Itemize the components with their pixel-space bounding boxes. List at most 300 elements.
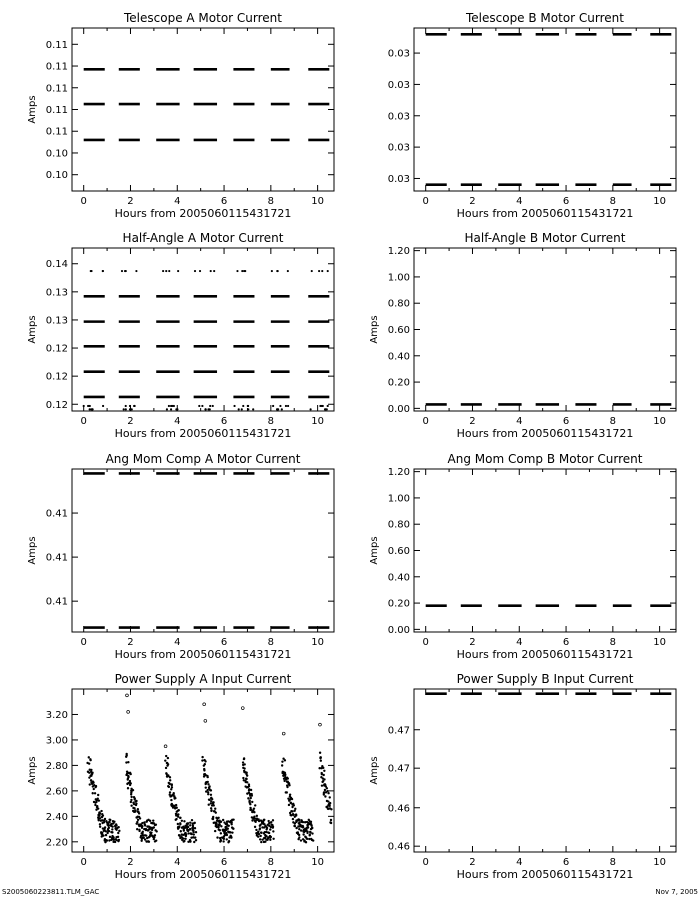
plot-frame — [72, 469, 334, 632]
data-point — [190, 833, 192, 835]
data-point — [181, 820, 183, 822]
data-point — [210, 797, 212, 799]
data-point — [167, 763, 169, 765]
data-point — [96, 805, 98, 807]
y-tick-label: 0.13 — [45, 315, 68, 327]
data-point — [193, 822, 195, 824]
data-point — [259, 835, 261, 837]
data-point — [242, 777, 244, 779]
data-point — [108, 821, 110, 823]
data-point — [170, 799, 172, 801]
data-point — [169, 779, 171, 781]
data-point — [264, 841, 266, 843]
data-point — [210, 809, 212, 811]
data-point — [129, 773, 131, 775]
data-point — [92, 792, 94, 794]
data-point — [112, 836, 114, 838]
data-point — [272, 405, 274, 407]
data-point — [212, 801, 214, 803]
y-tick-label: 0.20 — [387, 377, 410, 389]
data-point — [327, 270, 329, 272]
data-point — [306, 832, 308, 834]
x-axis-label: Hours from 2005060115431721 — [456, 868, 634, 881]
data-point — [330, 819, 332, 821]
data-point — [154, 840, 156, 842]
data-point — [270, 836, 272, 838]
y-axis-label: Amps — [369, 756, 380, 785]
data-point — [223, 838, 225, 840]
data-point — [285, 405, 287, 407]
data-point — [149, 820, 151, 822]
data-point — [311, 832, 313, 834]
x-tick-label: 0 — [422, 637, 429, 648]
data-point — [137, 808, 139, 810]
data-point — [319, 405, 321, 407]
x-tick-label: 6 — [220, 196, 228, 207]
y-tick-label: 0.46 — [387, 841, 410, 853]
data-point — [179, 823, 181, 825]
data-point — [134, 405, 136, 407]
data-point — [135, 800, 137, 802]
data-point — [271, 270, 273, 272]
data-point — [88, 756, 90, 758]
data-point — [182, 840, 184, 842]
data-point — [297, 831, 299, 833]
data-point — [265, 835, 267, 837]
data-point — [144, 834, 146, 836]
chart-6 — [369, 452, 676, 661]
x-tick-label: 6 — [562, 196, 570, 207]
y-tick-label: 0.00 — [387, 403, 410, 415]
data-point — [319, 757, 321, 759]
data-point — [226, 838, 228, 840]
data-point — [259, 838, 261, 840]
data-point — [193, 841, 195, 843]
data-point — [323, 770, 325, 772]
data-point — [189, 821, 191, 823]
data-point — [180, 830, 182, 832]
data-point — [94, 792, 96, 794]
y-tick-label: 2.60 — [45, 786, 68, 798]
data-point — [177, 816, 179, 818]
data-point — [133, 807, 135, 809]
data-point — [121, 270, 123, 272]
x-tick-label: 0 — [80, 196, 87, 207]
x-axis-label: Hours from 2005060115431721 — [114, 648, 292, 661]
data-point-outlier — [203, 703, 206, 706]
data-point — [140, 840, 142, 842]
data-point — [167, 757, 169, 759]
y-tick-label: 0.11 — [45, 61, 68, 73]
x-tick-label: 10 — [311, 857, 324, 868]
y-tick-label: 1.20 — [387, 246, 410, 258]
data-point — [194, 270, 196, 272]
data-point — [195, 831, 197, 833]
x-tick-label: 10 — [311, 416, 324, 427]
data-point — [187, 826, 189, 828]
data-point — [246, 781, 248, 783]
data-point — [142, 834, 144, 836]
data-point — [287, 405, 289, 407]
data-point — [210, 794, 212, 796]
data-point — [236, 270, 238, 272]
data-point — [115, 824, 117, 826]
x-axis-label: Hours from 2005060115431721 — [456, 427, 634, 440]
y-tick-label: 0.12 — [45, 343, 68, 355]
data-point — [238, 408, 240, 410]
data-point — [279, 405, 281, 407]
data-point — [212, 405, 214, 407]
data-point — [129, 782, 131, 784]
data-point — [288, 804, 290, 806]
data-point — [241, 408, 243, 410]
data-point — [330, 822, 332, 824]
data-point-outlier — [319, 723, 322, 726]
data-point — [135, 270, 137, 272]
data-point — [302, 830, 304, 832]
data-point — [263, 819, 265, 821]
data-point — [111, 825, 113, 827]
data-point — [192, 831, 194, 833]
data-point — [321, 270, 323, 272]
data-point — [241, 270, 243, 272]
data-point — [183, 829, 185, 831]
data-point — [165, 270, 167, 272]
plot-frame — [414, 469, 676, 632]
data-point — [309, 834, 311, 836]
data-point — [173, 792, 175, 794]
data-point — [144, 824, 146, 826]
y-tick-label: 0.41 — [45, 596, 68, 608]
data-point — [135, 802, 137, 804]
data-point — [324, 789, 326, 791]
data-point — [214, 830, 216, 832]
data-point — [90, 270, 92, 272]
x-tick-label: 2 — [469, 196, 476, 207]
data-point — [230, 836, 232, 838]
x-tick-label: 10 — [653, 196, 666, 207]
data-point — [219, 829, 221, 831]
data-point — [250, 797, 252, 799]
y-tick-label: 2.20 — [45, 837, 68, 849]
data-point — [213, 804, 215, 806]
data-point — [186, 824, 188, 826]
y-tick-label: 0.10 — [45, 170, 68, 182]
data-point — [175, 804, 177, 806]
data-point — [162, 270, 164, 272]
data-point — [318, 270, 320, 272]
y-tick-label: 0.80 — [387, 298, 410, 310]
y-tick-label: 0.00 — [387, 624, 410, 636]
data-point — [247, 408, 249, 410]
y-tick-label: 0.11 — [45, 105, 68, 116]
y-tick-label: 1.00 — [387, 272, 410, 284]
data-point — [298, 819, 300, 821]
x-tick-label: 2 — [469, 637, 476, 648]
data-point — [215, 811, 217, 813]
data-point — [207, 781, 209, 783]
plot-frame — [72, 28, 334, 191]
data-point — [310, 408, 312, 410]
x-tick-label: 10 — [653, 637, 666, 648]
data-point — [251, 794, 253, 796]
data-point — [118, 839, 120, 841]
data-point — [228, 840, 230, 842]
data-point — [208, 804, 210, 806]
data-point — [97, 794, 99, 796]
x-tick-label: 8 — [609, 196, 617, 207]
data-point — [102, 834, 104, 836]
data-point — [254, 826, 256, 828]
data-point — [170, 405, 172, 407]
y-tick-label: 0.10 — [45, 148, 68, 160]
data-point — [204, 408, 206, 410]
data-point — [130, 796, 132, 798]
x-tick-label: 2 — [127, 196, 134, 207]
x-tick-label: 0 — [422, 857, 429, 868]
y-tick-label: 0.03 — [387, 142, 410, 154]
data-point — [89, 759, 91, 761]
y-tick-label: 0.40 — [387, 572, 410, 584]
x-tick-label: 4 — [516, 637, 523, 648]
data-point — [230, 822, 232, 824]
data-point — [291, 810, 293, 812]
data-point — [284, 759, 286, 761]
chart-2 — [388, 11, 676, 220]
y-tick-label: 0.03 — [387, 111, 410, 123]
data-point — [107, 825, 109, 827]
chart-title: Power Supply A Input Current — [114, 672, 292, 686]
x-tick-label: 4 — [516, 196, 523, 207]
data-point — [220, 821, 222, 823]
data-point-outlier — [282, 732, 285, 735]
data-point — [287, 781, 289, 783]
plot-frame — [72, 689, 334, 852]
data-point — [100, 810, 102, 812]
data-point — [302, 821, 304, 823]
data-point — [222, 819, 224, 821]
footer-filename: S2005060223811.TLM_GAC — [2, 888, 100, 896]
data-point — [310, 821, 312, 823]
data-point — [253, 811, 255, 813]
data-point — [108, 827, 110, 829]
y-tick-label: 0.11 — [45, 39, 68, 51]
data-point — [206, 775, 208, 777]
data-point — [154, 834, 156, 836]
data-point — [184, 838, 186, 840]
x-tick-label: 8 — [609, 857, 617, 868]
data-point — [247, 797, 249, 799]
data-point — [286, 791, 288, 793]
data-point — [228, 825, 230, 827]
data-point — [300, 839, 302, 841]
data-point — [191, 819, 193, 821]
data-point — [95, 785, 97, 787]
data-point — [281, 408, 283, 410]
data-point — [183, 820, 185, 822]
data-point — [209, 405, 211, 407]
data-point — [201, 405, 203, 407]
data-point-outlier — [204, 719, 207, 722]
data-point — [139, 817, 141, 819]
x-tick-label: 6 — [220, 416, 228, 427]
y-tick-label: 0.20 — [387, 598, 410, 610]
data-point — [109, 819, 111, 821]
data-point — [142, 831, 144, 833]
x-tick-label: 2 — [127, 637, 134, 648]
chart-8 — [369, 672, 676, 881]
data-point — [195, 839, 197, 841]
data-point — [292, 818, 294, 820]
data-point — [298, 834, 300, 836]
data-point — [117, 826, 119, 828]
data-point — [248, 785, 250, 787]
data-point — [258, 833, 260, 835]
y-tick-label: 2.40 — [45, 811, 68, 823]
chart-title: Telescope A Motor Current — [124, 11, 282, 25]
data-point — [233, 405, 235, 407]
y-tick-label: 0.12 — [45, 371, 68, 383]
data-point — [312, 839, 314, 841]
x-tick-label: 8 — [267, 637, 275, 648]
data-point — [260, 831, 262, 833]
data-point — [87, 405, 89, 407]
data-point — [144, 838, 146, 840]
footer-date: Nov 7, 2005 — [655, 888, 698, 896]
data-point — [181, 833, 183, 835]
data-point — [201, 756, 203, 758]
plot-frame — [414, 28, 676, 191]
data-point — [127, 778, 129, 780]
data-point — [138, 830, 140, 832]
data-point — [209, 408, 211, 410]
data-point — [98, 815, 100, 817]
data-point — [141, 827, 143, 829]
chart-title: Half-Angle B Motor Current — [464, 231, 626, 245]
data-point — [145, 829, 147, 831]
data-point — [104, 826, 106, 828]
x-tick-label: 10 — [311, 637, 324, 648]
x-tick-label: 10 — [653, 857, 666, 868]
data-point — [269, 839, 271, 841]
data-point — [123, 408, 125, 410]
x-tick-label: 4 — [174, 416, 181, 427]
data-point — [124, 270, 126, 272]
x-tick-label: 2 — [127, 416, 134, 427]
data-point — [291, 798, 293, 800]
data-point — [310, 824, 312, 826]
x-tick-label: 6 — [220, 637, 228, 648]
data-point — [298, 821, 300, 823]
data-point — [93, 788, 95, 790]
data-point — [168, 270, 170, 272]
x-tick-label: 8 — [267, 416, 275, 427]
data-point — [130, 801, 132, 803]
data-point — [168, 405, 170, 407]
y-axis-label: Amps — [369, 315, 380, 344]
data-point — [189, 828, 191, 830]
data-point — [150, 833, 152, 835]
data-point — [118, 830, 120, 832]
chart-3 — [27, 231, 334, 440]
data-point — [263, 823, 265, 825]
data-point — [192, 826, 194, 828]
data-point — [187, 832, 189, 834]
data-point — [152, 819, 154, 821]
data-point — [133, 796, 135, 798]
data-point — [324, 795, 326, 797]
x-tick-label: 0 — [422, 416, 429, 427]
data-point — [177, 270, 179, 272]
data-point — [98, 799, 100, 801]
data-point — [270, 821, 272, 823]
x-axis-label: Hours from 2005060115431721 — [456, 648, 634, 661]
data-point — [248, 799, 250, 801]
data-point — [252, 408, 254, 410]
data-point — [136, 828, 138, 830]
data-point — [132, 789, 134, 791]
data-point — [322, 767, 324, 769]
data-point — [272, 830, 274, 832]
chart-title: Power Supply B Input Current — [456, 672, 634, 686]
data-point — [311, 827, 313, 829]
data-point — [130, 799, 132, 801]
data-point — [323, 778, 325, 780]
x-tick-label: 6 — [562, 416, 570, 427]
data-point — [99, 823, 101, 825]
data-point — [207, 783, 209, 785]
data-point — [294, 808, 296, 810]
data-point — [130, 805, 132, 807]
x-tick-label: 2 — [469, 416, 476, 427]
chart-title: Telescope B Motor Current — [465, 11, 625, 25]
data-point — [134, 811, 136, 813]
data-point — [298, 828, 300, 830]
data-point — [168, 783, 170, 785]
data-point — [102, 405, 104, 407]
data-point — [208, 785, 210, 787]
x-tick-label: 8 — [267, 857, 275, 868]
x-axis-label: Hours from 2005060115431721 — [114, 207, 292, 220]
data-point — [284, 772, 286, 774]
data-point — [173, 797, 175, 799]
data-point — [324, 408, 326, 410]
x-tick-label: 8 — [609, 416, 617, 427]
data-point — [311, 270, 313, 272]
data-point — [269, 828, 271, 830]
chart-7 — [27, 672, 334, 881]
data-point — [99, 817, 101, 819]
data-point — [199, 270, 201, 272]
data-point — [307, 823, 309, 825]
data-point — [127, 761, 129, 763]
data-point — [306, 821, 308, 823]
data-point — [170, 788, 172, 790]
data-point — [204, 760, 206, 762]
y-tick-label: 0.12 — [45, 399, 68, 411]
x-tick-label: 4 — [174, 196, 181, 207]
chart-5 — [27, 452, 334, 661]
data-point — [111, 828, 113, 830]
data-point — [330, 808, 332, 810]
data-point — [99, 826, 101, 828]
x-axis-label: Hours from 2005060115431721 — [114, 427, 292, 440]
data-point — [105, 834, 107, 836]
data-point — [152, 827, 154, 829]
data-point — [257, 830, 259, 832]
data-point — [212, 816, 214, 818]
data-point — [102, 270, 104, 272]
